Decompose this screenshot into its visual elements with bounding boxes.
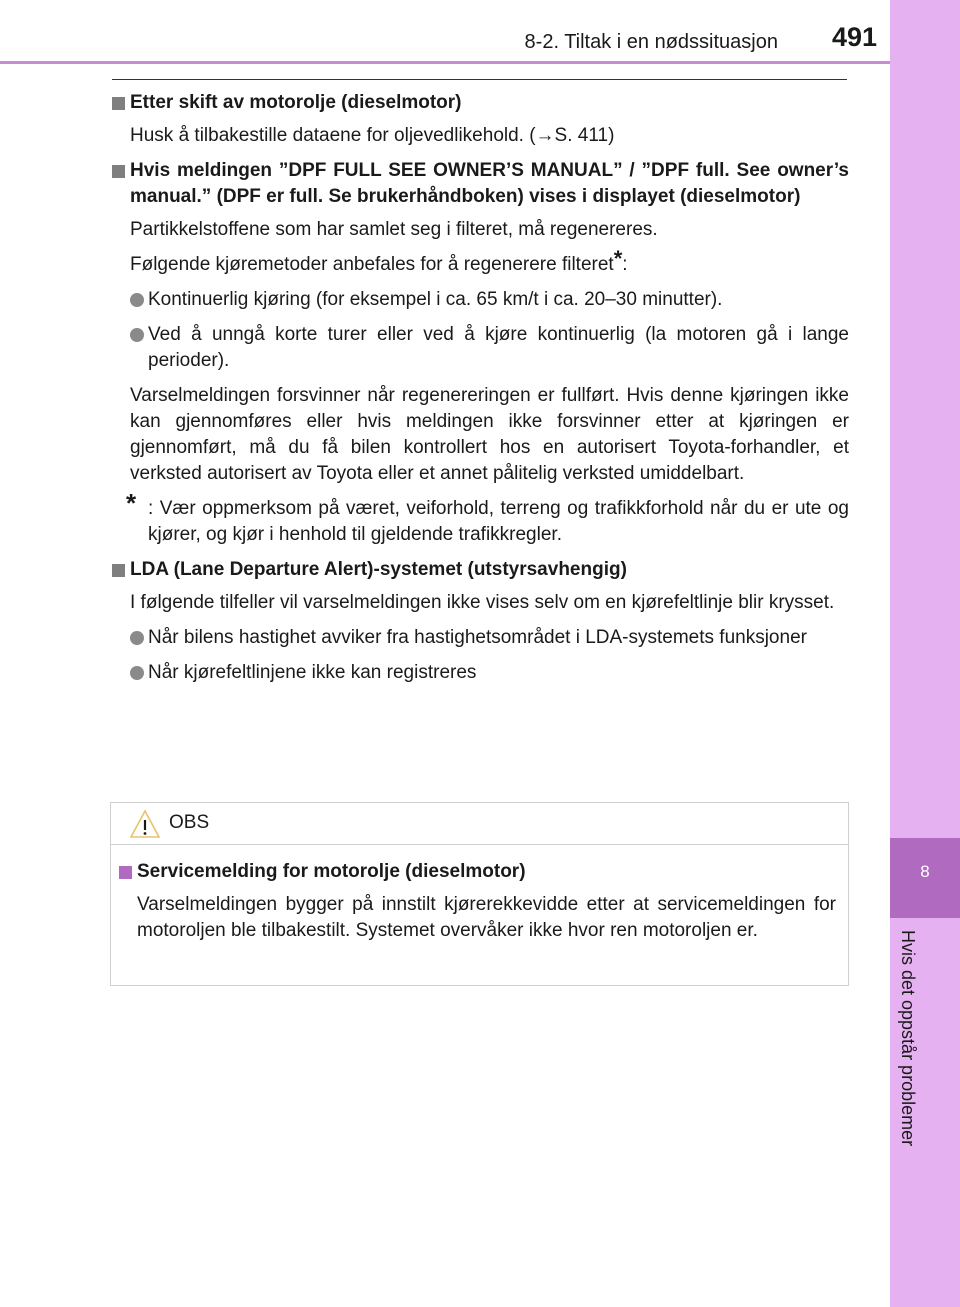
dpf-bullet-1 <box>112 287 849 313</box>
bullet-text: Kontinuerlig kjøring (for eksempel i ca. 65 km/t i ca. 20–30 minutter). <box>148 289 723 310</box>
bullet-text: Når kjørefeltlinjene ikke kan registreres <box>148 662 477 683</box>
square-bullet-icon <box>112 97 125 110</box>
obs-header <box>111 803 848 845</box>
lda-text: I følgende tilfeller vil varselmeldingen ikke vises selv om en kjørefeltlinje blir krysset. <box>130 592 835 613</box>
content-top-rule <box>112 79 847 80</box>
dpf-text-2-colon: : <box>622 254 628 275</box>
dpf-text-2-body: Følgende kjøremetoder anbefales for å regenerere filteret <box>130 254 614 275</box>
heading-text: LDA (Lane Departure Alert)-systemet (utstyrsavhengig) <box>130 559 627 580</box>
dpf-text-2 <box>112 246 849 278</box>
dpf-text-1: Partikkelstoffene som har samlet seg i filteret, må regenereres. <box>130 219 658 240</box>
chapter-number: 8 <box>920 862 930 881</box>
main-content <box>112 90 849 695</box>
header-rule <box>0 61 890 64</box>
section-heading-oil-change <box>112 90 849 116</box>
asterisk-mark: * <box>613 246 623 271</box>
header-section-title: 8-2. Tiltak i en nødssituasjon <box>524 31 778 53</box>
bullet-text: Når bilens hastighet avviker fra hastighetsområdet i LDA-systemets funksjoner <box>148 627 807 648</box>
heading-text: Etter skift av motorolje (dieselmotor) <box>130 92 462 113</box>
oil-change-text: Husk å tilbakestille dataene for oljevedlikehold. (→S. 411) <box>130 125 615 146</box>
obs-text: Varselmeldingen bygger på innstilt kjørerekkevidde etter at servicemeldingen for motoroljen ble tilbakestilt. Systemet overvåker ikke hvor ren motoroljen er. <box>137 894 836 941</box>
obs-notice-box <box>110 802 849 986</box>
dpf-text-3: Varselmeldingen forsvinner når regenereringen er fullført. Hvis denne kjøringen ikke kan gjennomføres eller hvis meldingen ikke forsvinner etter at kjøringen er gjennomført, må du få bilen kontrollert hos en autorisert Toyota-forhandler, et verksted autorisert av Toyota eller et annet pålitelig verksted umiddelbart. <box>130 385 849 484</box>
circle-bullet-icon <box>130 666 144 680</box>
circle-bullet-icon <box>130 328 144 342</box>
circle-bullet-icon <box>130 293 144 307</box>
page-number: 491 <box>832 22 878 52</box>
obs-body <box>119 859 836 953</box>
circle-bullet-icon <box>130 631 144 645</box>
section-heading-dpf <box>112 158 849 210</box>
chapter-title-vertical <box>892 930 920 1190</box>
lda-bullet-1 <box>112 625 849 651</box>
warning-triangle-icon <box>129 809 161 839</box>
obs-label: OBS <box>169 812 210 833</box>
square-bullet-icon <box>112 564 125 577</box>
section-heading-lda <box>112 557 849 583</box>
lda-bullet-2 <box>112 660 849 686</box>
bullet-text: Ved å unngå korte turer eller ved å kjøre kontinuerlig (la motoren gå i lange perioder). <box>148 324 849 371</box>
dpf-bullet-2 <box>112 322 849 374</box>
heading-text: Servicemelding for motorolje (dieselmotor) <box>137 861 526 882</box>
heading-text: Hvis meldingen ”DPF FULL SEE OWNER’S MANUAL” / ”DPF full. See owner’s manual.” (DPF er full. Se brukerhåndboken) vises i displayet (dieselmotor) <box>130 160 849 207</box>
square-bullet-icon <box>119 866 132 879</box>
obs-heading <box>119 859 836 885</box>
dpf-footnote <box>112 488 849 548</box>
footnote-text: : Vær oppmerksom på været, veiforhold, terreng og trafikkforhold når du er ute og kjører, og kjør i henhold til gjeldende trafikkregler. <box>148 498 849 545</box>
chapter-title-text: Hvis det oppstår problemer <box>898 930 918 1147</box>
footnote-asterisk: * <box>126 488 137 518</box>
square-bullet-icon <box>112 165 125 178</box>
